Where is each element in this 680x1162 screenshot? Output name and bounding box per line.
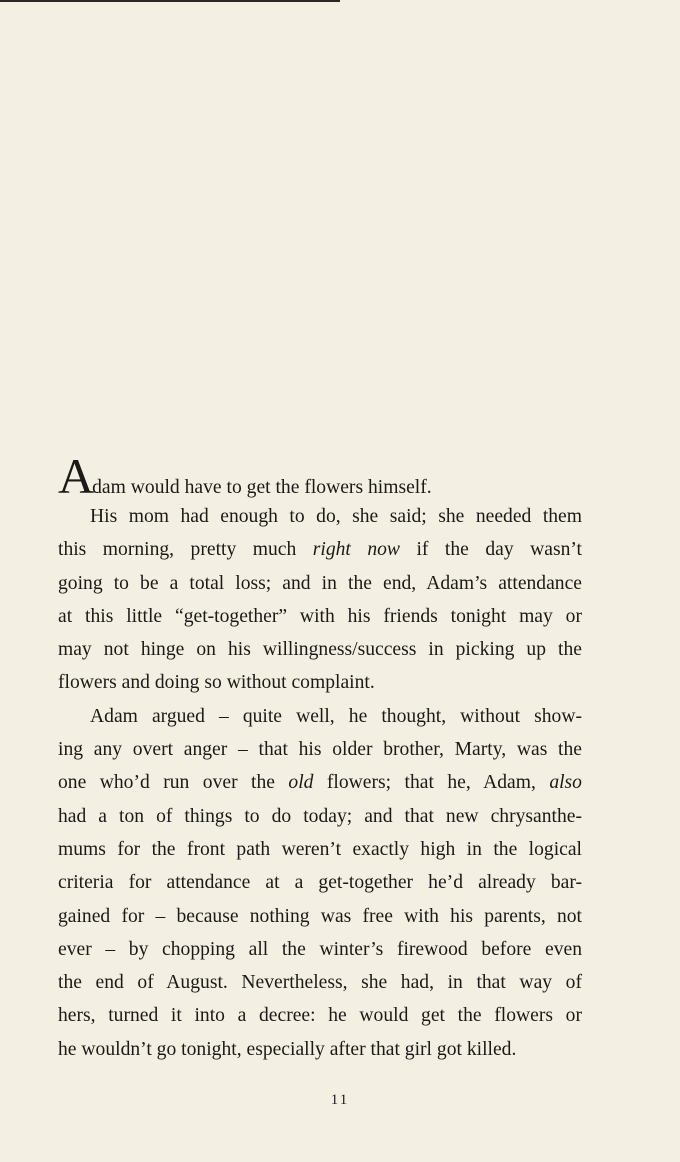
text-line [58, 700, 582, 733]
text-line [58, 1033, 582, 1066]
text-line [58, 633, 582, 666]
text-line [58, 800, 582, 833]
text-line [58, 600, 582, 633]
text-span: ing any overt anger – that his older brother, Marty, was the [58, 739, 582, 761]
text-span: he wouldn’t go tonight, especially after that girl got killed. [58, 1038, 517, 1060]
text-line [58, 833, 582, 866]
drop-cap: A [58, 448, 95, 504]
text-line [58, 866, 582, 899]
text-span: mums for the front path weren’t exactly high in the logical [58, 838, 582, 860]
page-number: 11 [330, 1092, 350, 1108]
text-span: His mom had enough to do, she said; she needed them [90, 506, 582, 527]
text-line [58, 533, 582, 566]
text-span: dam would have to get the flowers himself. [92, 477, 432, 498]
text-span: going to be a total loss; and in the end, Adam’s attendance [58, 572, 582, 594]
body-text [58, 448, 582, 1066]
text-span: this morning, pretty much [58, 539, 313, 561]
text-span: Adam argued – quite well, he thought, without show- [90, 705, 582, 727]
text-line [58, 666, 582, 699]
text-line [58, 966, 582, 999]
text-span: if the day wasn’t [400, 539, 582, 561]
text-span: gained for – because nothing was free with his parents, not [58, 905, 582, 927]
text-line [58, 448, 582, 504]
italic-text: right now [312, 539, 400, 561]
text-line [58, 999, 582, 1032]
text-span: the end of August. Nevertheless, she had, in that way of [58, 972, 582, 994]
text-span: ever – by chopping all the winter’s firewood before even [58, 938, 582, 960]
text-span: one who’d run over the [58, 772, 289, 794]
text-line [58, 933, 582, 966]
text-line [58, 900, 582, 933]
top-rule [0, 0, 340, 2]
text-line [58, 567, 582, 600]
text-line [58, 733, 582, 766]
italic-text: old [288, 772, 314, 794]
text-span: hers, turned it into a decree: he would get the flowers or [58, 1005, 582, 1027]
text-line [58, 500, 582, 533]
italic-text: also [549, 772, 582, 794]
text-line [58, 766, 582, 799]
text-span: flowers; that he, Adam, [313, 772, 550, 794]
text-span: had a ton of things to do today; and that new chrysanthe- [58, 805, 582, 827]
text-span: at this little “get-together” with his friends tonight may or [58, 605, 582, 627]
text-span: flowers and doing so without complaint. [58, 672, 375, 694]
text-span: may not hinge on his willingness/success in picking up the [58, 639, 582, 661]
text-span: criteria for attendance at a get-together he’d already bar- [58, 872, 582, 894]
